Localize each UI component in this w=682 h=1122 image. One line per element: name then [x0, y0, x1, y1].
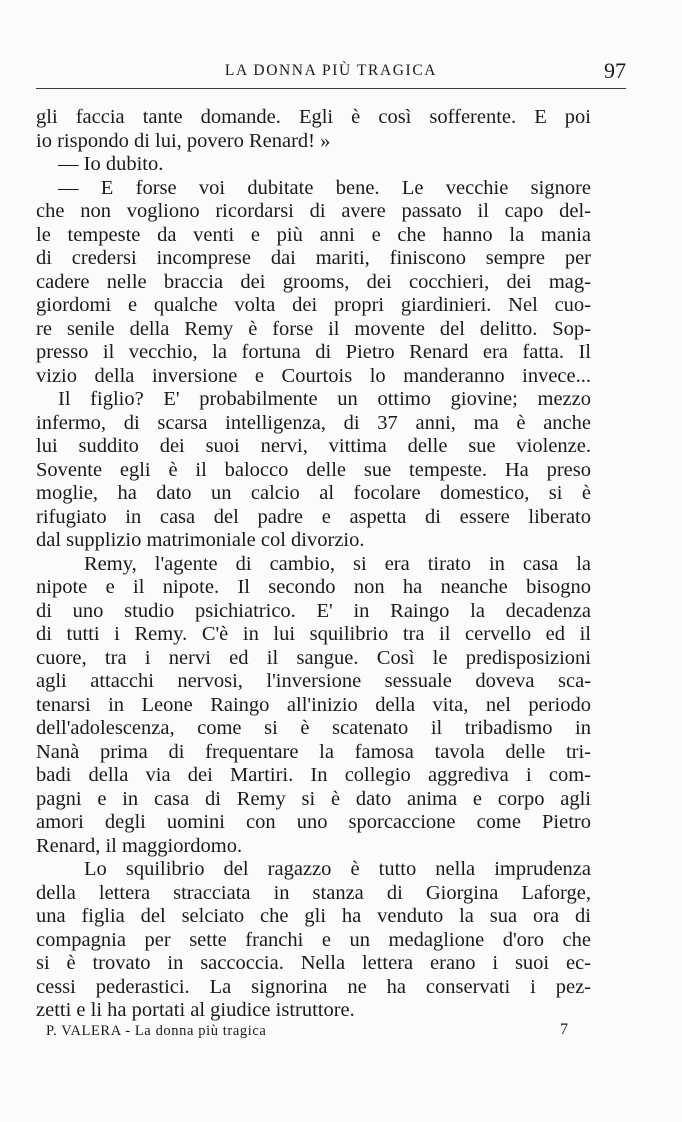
text-line: dell'adolescenza, come si è scatenato il tribadismo in	[36, 717, 591, 739]
text-line: amori degli uomini con uno sporcaccione come Pietro	[36, 811, 591, 833]
text-line: della lettera stracciata in stanza di Giorgina Laforge,	[36, 881, 591, 904]
text-line: lui suddito dei suoi nervi, vittima delle sue violenze.	[36, 435, 591, 457]
text-line: badi della via dei Martiri. In collegio aggrediva i com-	[36, 764, 591, 786]
text-line: di credersi incomprese dai mariti, finiscono sempre per	[36, 247, 591, 269]
page-number: 97	[604, 58, 626, 83]
text-line: gli faccia tante domande. Egli è così sofferente. E poi	[36, 106, 591, 128]
text-line: giordomi e qualche volta dei propri giardinieri. Nel cuo-	[36, 294, 591, 316]
text-line: moglie, ha dato un calcio al focolare domestico, si è	[36, 482, 591, 504]
text-line: dal supplizio matrimoniale col divorzio.	[36, 529, 365, 551]
text-line: compagnia per sette franchi e un medaglione d'oro che	[36, 928, 591, 951]
text-line: si è trovato in saccoccia. Nella lettera erano i suoi ec-	[36, 952, 591, 974]
text-line: rifugiato in casa del padre e aspetta di essere liberato	[36, 505, 591, 528]
text-line: agli attacchi nervosi, l'inversione sessuale doveva sca-	[36, 670, 591, 692]
header-rule	[36, 88, 626, 89]
text-line: di uno studio psichiatrico. E' in Raingo la decadenza	[36, 599, 591, 622]
text-line: vizio della inversione e Courtois lo manderanno invece...	[36, 364, 591, 387]
text-line: Lo squilibrio del ragazzo è tutto nella imprudenza	[84, 858, 591, 880]
text-line: le tempeste da venti e più anni e che hanno la mania	[36, 223, 591, 246]
text-line: presso il vecchio, la fortuna di Pietro Renard era fatta. Il	[36, 341, 591, 363]
text-line: Renard, il maggiordomo.	[36, 834, 243, 857]
text-line: infermo, di scarsa intelligenza, di 37 anni, ma è anche	[36, 411, 591, 434]
text-line: nipote e il nipote. Il secondo non ha neanche bisogno	[36, 576, 591, 598]
running-header	[36, 58, 626, 88]
text-line: io rispondo di lui, povero Renard! »	[36, 129, 331, 152]
text-line: una figlia del selciato che gli ha venduto la sua ora di	[36, 905, 591, 927]
text-line: cessi pederastici. La signorina ne ha conservati i pez-	[36, 975, 591, 998]
text-line: cuore, tra i nervi ed il sangue. Così le predisposizioni	[36, 646, 591, 669]
text-line: re senile della Remy è forse il movente del delitto. Sop-	[36, 317, 591, 340]
text-line: di tutti i Remy. C'è in lui squilibrio tra il cervello ed il	[36, 623, 591, 645]
text-line: Il figlio? E' probabilmente un ottimo giovine; mezzo	[58, 388, 591, 410]
page-footer	[46, 1023, 576, 1047]
signature-mark: 7	[560, 1021, 568, 1038]
text-line: Nanà prima di frequentare la famosa tavola delle tri-	[36, 740, 591, 763]
text-line: tenarsi in Leone Raingo all'inizio della vita, nel periodo	[36, 693, 591, 716]
text-line: cadere nelle braccia dei grooms, dei cocchieri, dei mag-	[36, 270, 591, 293]
text-line: pagni e in casa di Remy si è dato anima e corpo agli	[36, 787, 591, 810]
text-line: Sovente egli è il balocco delle sue tempeste. Ha preso	[36, 458, 591, 481]
text-line: — Io dubito.	[58, 153, 164, 175]
text-line: — E forse voi dubitate bene. Le vecchie signore	[58, 176, 591, 199]
body-text	[36, 106, 591, 1023]
footer-author-title: P. VALERA - La donna più tragica	[46, 1023, 267, 1039]
text-line: zetti e li ha portati al giudice istruttore.	[36, 999, 355, 1021]
running-title: LA DONNA PIÙ TRAGICA	[224, 62, 438, 79]
text-line: che non vogliono ricordarsi di avere passato il capo del-	[36, 200, 591, 222]
text-line: Remy, l'agente di cambio, si era tirato in casa la	[84, 552, 591, 575]
